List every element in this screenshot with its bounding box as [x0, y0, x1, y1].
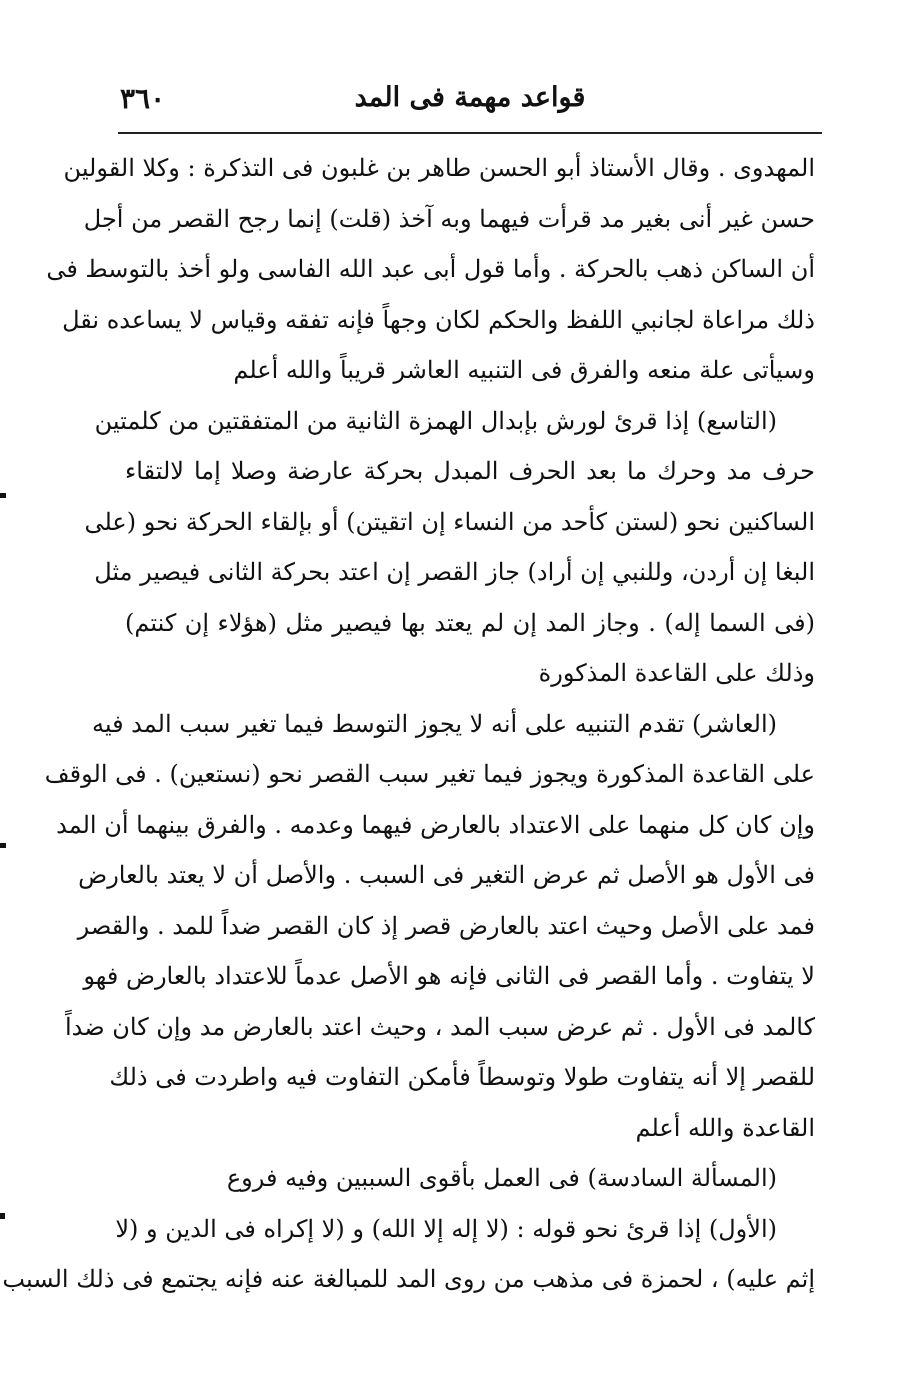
text-line: وسيأتى علة منعه والفرق فى التنبيه العاشر قريباً والله أعلم [233, 356, 815, 384]
text-line: (الأول) إذا قرئ نحو قوله : (لا إله إلا الله) و (لا إكراه فى الدين و (لا [115, 1214, 777, 1243]
page-header [120, 82, 820, 130]
body-text [2, 143, 815, 1305]
text-line: المهدوى . وقال الأستاذ أبو الحسن طاهر بن غلبون فى التذكرة : وكلا القولين [63, 154, 815, 182]
header-rule [118, 132, 822, 134]
text-line: فمد على الأصل وحيث اعتد بالعارض قصر إذ كان القصر ضداً للمد . والقصر [77, 911, 815, 940]
text-line: (التاسع) إذا قرئ لورش بإبدال الهمزة الثانية من المتفقتين من كلمتين [94, 406, 777, 435]
scan-speck [0, 493, 6, 498]
text-line: حسن غير أنى بغير مد قرأت فيهما وبه آخذ (قلت) إنما رجح القصر من أجل [83, 204, 815, 233]
text-line: على القاعدة المذكورة ويجوز فيما تغير سبب القصر نحو (نستعين) . فى الوقف [44, 760, 815, 788]
running-title: قواعد مهمة فى المد [354, 82, 586, 113]
text-line: حرف مد وحرك ما بعد الحرف المبدل بحركة عارضة وصلا إما لالتقاء [125, 457, 815, 485]
text-line: كالمد فى الأول . ثم عرض سبب المد ، وحيث اعتد بالعارض مد وإن كان ضداً [65, 1012, 815, 1041]
text-line: (المسألة السادسة) فى العمل بأقوى السببين وفيه فروع [226, 1164, 777, 1192]
text-line: الساكنين نحو (لستن كأحد من النساء إن اتقيتن) أو بإلقاء الحركة نحو (على [84, 507, 815, 536]
text-line: وذلك على القاعدة المذكورة [538, 659, 815, 687]
scan-speck [0, 843, 6, 848]
text-line: فى الأول هو الأصل ثم عرض التغير فى السبب . والأصل أن لا يعتد بالعارض [78, 861, 815, 889]
text-line: وإن كان كل منهما على الاعتداد بالعارض فيهما وعدمه . والفرق بينهما أن المد [56, 810, 815, 839]
page-number: ٣٦٠ [120, 82, 166, 115]
text-line: (فى السما إله) . وجاز المد إن لم يعتد بها فيصير مثل (هؤلاء إن كنتم) [125, 608, 815, 637]
text-line: للقصر إلا أنه يتفاوت طولا وتوسطاً فأمكن التفاوت فيه واطردت فى ذلك [109, 1063, 815, 1091]
scan-speck [0, 1213, 5, 1219]
text-line: أن الساكن ذهب بالحركة . وأما قول أبى عبد الله الفاسى ولو أخذ بالتوسط فى [46, 255, 815, 283]
text-line: البغا إن أردن، وللنبي إن أراد) جاز القصر إن اعتد بحركة الثانى فيصير مثل [94, 558, 815, 586]
text-line: القاعدة والله أعلم [635, 1113, 815, 1142]
text-line: (العاشر) تقدم التنبيه على أنه لا يجوز التوسط فيما تغير سبب المد فيه [91, 709, 777, 738]
text-line: ذلك مراعاة لجانبي اللفظ والحكم لكان وجهاً فإنه تفقه وقياس لا يساعده نقل [62, 305, 815, 334]
text-line: إثم عليه) ، لحمزة فى مذهب من روى المد للمبالغة عنه فإنه يجتمع فى ذلك السبب [2, 1265, 815, 1293]
text-line: لا يتفاوت . وأما القصر فى الثانى فإنه هو الأصل عدماً للاعتداد بالعارض فهو [83, 962, 815, 990]
